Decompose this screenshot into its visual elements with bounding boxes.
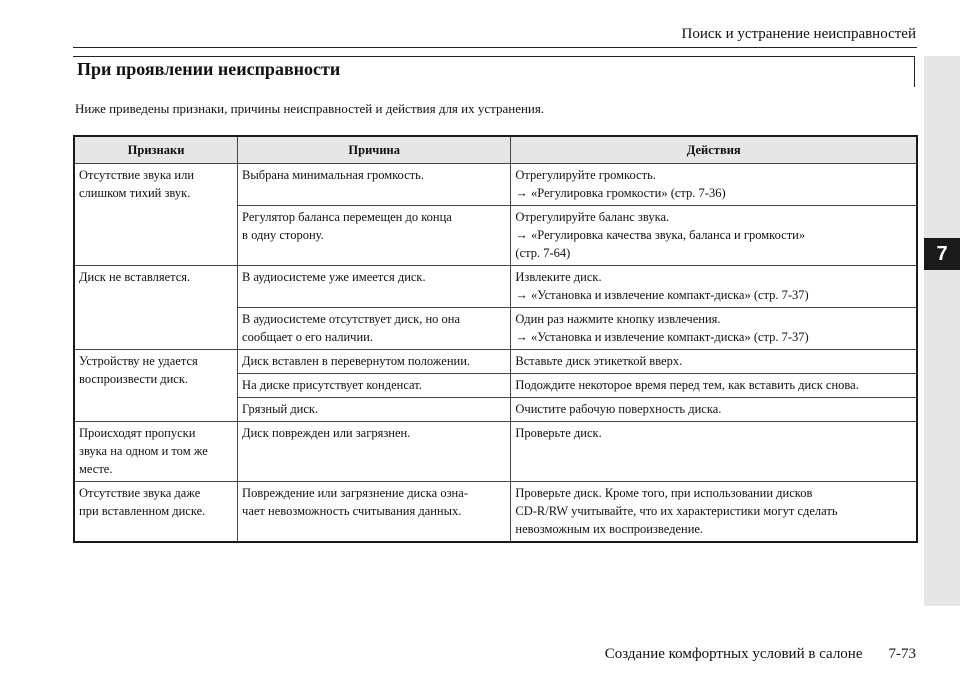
footer-chapter-title: Создание комфортных условий в салоне <box>604 646 863 662</box>
action-line: → «Установка и извлечение компакт-диска» (стр. 7-37) <box>515 288 809 302</box>
symptom-line: месте. <box>79 462 113 476</box>
cause-cell <box>238 206 511 266</box>
cause-cell <box>238 482 511 543</box>
cause-line: В аудиосистеме уже имеется диск. <box>242 270 426 284</box>
cause-line: Диск поврежден или загрязнен. <box>242 426 411 440</box>
cause-cell <box>238 266 511 308</box>
cause-cell <box>238 374 511 398</box>
action-cell <box>511 350 917 374</box>
action-line: Очистите рабочую поверхность диска. <box>515 402 722 416</box>
table-header-row <box>74 136 917 164</box>
section-heading-box <box>73 56 915 87</box>
action-line: (стр. 7-64) <box>515 246 571 260</box>
action-line: Извлеките диск. <box>515 270 602 284</box>
action-cell <box>511 206 917 266</box>
cause-line: Регулятор баланса перемещен до конца <box>242 210 452 224</box>
header-actions: Действия <box>511 136 917 164</box>
symptom-line: при вставленном диске. <box>79 504 206 518</box>
action-cell <box>511 398 917 422</box>
cause-line: в одну сторону. <box>242 228 324 242</box>
running-header-title: Поиск и устранение неисправностей <box>681 26 916 42</box>
side-thumb-bar <box>924 56 960 606</box>
symptom-line: слишком тихий звук. <box>79 186 191 200</box>
action-cell <box>511 266 917 308</box>
table-row <box>74 164 917 206</box>
action-cell <box>511 374 917 398</box>
symptom-cell <box>74 482 238 543</box>
cause-cell <box>238 164 511 206</box>
action-line: Подождите некоторое время перед тем, как вставить диск снова. <box>515 378 859 392</box>
cause-cell <box>238 398 511 422</box>
cause-cell <box>238 422 511 482</box>
action-line: → «Установка и извлечение компакт-диска» (стр. 7-37) <box>515 330 809 344</box>
action-line: Отрегулируйте громкость. <box>515 168 656 182</box>
action-line: → «Регулировка качества звука, баланса и громкости» <box>515 228 806 242</box>
action-cell <box>511 164 917 206</box>
symptom-cell <box>74 422 238 482</box>
cause-line: В аудиосистеме отсутствует диск, но она <box>242 312 461 326</box>
cause-line: Грязный диск. <box>242 402 319 416</box>
symptom-line: Отсутствие звука или <box>79 168 195 182</box>
table-body <box>74 164 917 543</box>
action-cell <box>511 482 917 543</box>
action-line: Проверьте диск. <box>515 426 602 440</box>
intro-text: Ниже приведены признаки, причины неисправностей и действия для их устранения. <box>75 101 545 116</box>
action-line: → «Регулировка громкости» (стр. 7-36) <box>515 186 726 200</box>
action-line: Вставьте диск этикеткой вверх. <box>515 354 683 368</box>
page-footer <box>605 646 916 663</box>
symptom-line: звука на одном и том же <box>79 444 208 458</box>
page-number: 7-73 <box>888 646 916 662</box>
cause-line: чает невозможность считывания данных. <box>242 504 462 518</box>
symptom-cell <box>74 164 238 266</box>
symptom-cell <box>74 266 238 350</box>
action-line: Отрегулируйте баланс звука. <box>515 210 670 224</box>
header-rule <box>73 47 917 48</box>
table-row <box>74 482 917 543</box>
symptom-line: Устройству не удается <box>79 354 198 368</box>
table-row <box>74 350 917 374</box>
cause-cell <box>238 308 511 350</box>
cause-line: На диске присутствует конденсат. <box>242 378 422 392</box>
cause-line: Выбрана минимальная громкость. <box>242 168 424 182</box>
cause-line: Диск вставлен в перевернутом положении. <box>242 354 471 368</box>
action-line: CD-R/RW учитывайте, что их характеристики могут сделать <box>515 504 838 518</box>
action-cell <box>511 422 917 482</box>
symptom-line: Диск не вставляется. <box>79 270 191 284</box>
cause-line: Повреждение или загрязнение диска озна- <box>242 486 468 500</box>
troubleshooting-table <box>73 135 918 543</box>
header-cause: Причина <box>238 136 511 164</box>
cause-line: сообщает о его наличии. <box>242 330 373 344</box>
action-line: Один раз нажмите кнопку извлечения. <box>515 312 721 326</box>
symptom-line: Происходят пропуски <box>79 426 196 440</box>
symptom-line: Отсутствие звука даже <box>79 486 201 500</box>
cause-cell <box>238 350 511 374</box>
symptom-cell <box>74 350 238 422</box>
action-cell <box>511 308 917 350</box>
table-row <box>74 422 917 482</box>
section-title: При проявлении неисправности <box>77 59 341 79</box>
symptom-line: воспроизвести диск. <box>79 372 189 386</box>
action-line: невозможным их воспроизведение. <box>515 522 704 536</box>
action-line: Проверьте диск. Кроме того, при использовании дисков <box>515 486 813 500</box>
chapter-tab: 7 <box>924 238 960 270</box>
header-symptoms: Признаки <box>74 136 238 164</box>
table-row <box>74 266 917 308</box>
